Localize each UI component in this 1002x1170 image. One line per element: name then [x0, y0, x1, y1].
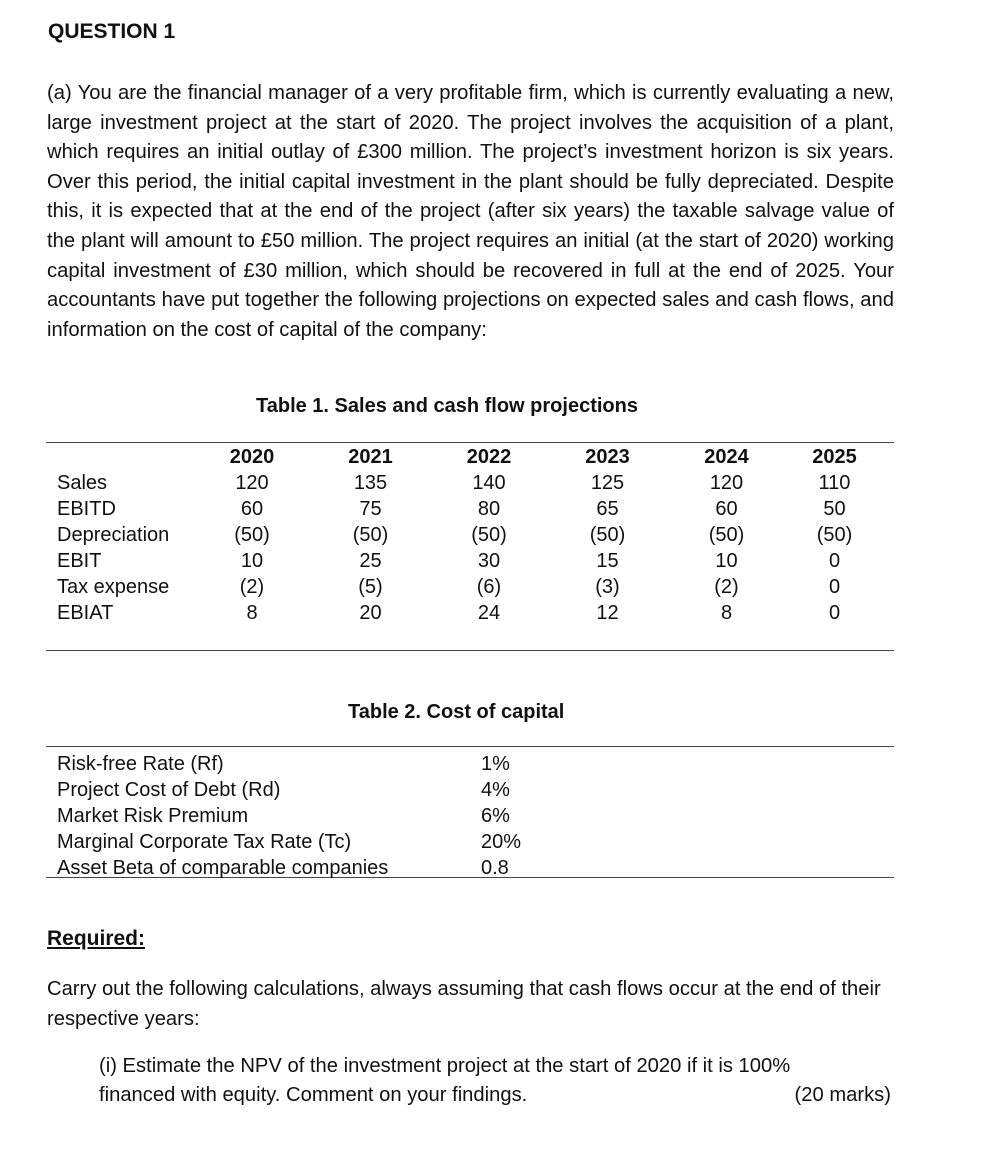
cell-value: (3)	[595, 576, 620, 598]
cell-value: 25	[359, 550, 382, 572]
cell-value: (2)	[239, 576, 265, 598]
cell-value: 30	[477, 550, 501, 572]
cell-value: (50)	[816, 524, 853, 546]
cell-value: 20	[359, 602, 382, 624]
cell-value: (50)	[234, 524, 270, 546]
table-row	[46, 600, 894, 626]
cell-value: 15	[596, 550, 619, 572]
sales-cashflow-table	[46, 444, 894, 626]
cost-of-capital-values	[481, 751, 521, 881]
part-i-line-1: (i) Estimate the NPV of the investment project at the start of 2020 if it is 100%	[99, 1055, 791, 1077]
cell-value: (50)	[589, 524, 626, 546]
row-label: EBIT	[57, 550, 102, 572]
cost-item-label: Asset Beta of comparable companies	[57, 857, 389, 879]
cell-value: 8	[246, 602, 258, 624]
cell-value: 60	[715, 498, 738, 520]
table1-corner	[46, 444, 204, 470]
cell-value: 10	[715, 550, 738, 572]
row-label: Tax expense	[57, 576, 170, 598]
cost-item-value: 0.8	[481, 857, 509, 879]
cell-value: 0	[828, 602, 841, 624]
table-row	[46, 496, 894, 522]
part-i-text: financed with equity. Comment on your findings.	[99, 1084, 528, 1106]
cell-value: 10	[240, 550, 264, 572]
cell-value: 8	[720, 602, 733, 624]
question-intro: (a) You are the financial manager of a very profitable firm, which is currently evaluating a new, large investment project at the start of 2020. The project involves the acquisition of a plant, which requires an initial outlay of £300 million. The project’s investment horizon is six years. Over this period, the initial capital investment in the plant should be fully depreciated. Despite this, it is expected that at the end of the project (after six years) the taxable salvage value of the plant will amount to £50 million. The project requires an initial (at the start of 2020) working capital investment of £30 million, which should be recovered in full at the end of 2025. Your accountants have put together the following projections on expected sales and cash flows, and information on the cost of capital of the company:	[47, 82, 894, 341]
cell-value: 24	[477, 602, 501, 624]
cell-value: 65	[596, 498, 619, 520]
table2-caption: Table 2. Cost of capital	[348, 701, 565, 723]
cost-item-label: Marginal Corporate Tax Rate (Tc)	[57, 831, 352, 853]
cell-value: 120	[235, 472, 269, 494]
year-header: 2024	[704, 446, 749, 468]
year-header: 2020	[229, 446, 275, 468]
table-row	[46, 548, 894, 574]
cell-value: (5)	[358, 576, 383, 598]
required-heading: Required:	[47, 927, 146, 950]
cell-value: 12	[596, 602, 619, 624]
cell-value: 0	[828, 576, 841, 598]
cell-value: 120	[709, 472, 744, 494]
cell-value: 75	[359, 498, 382, 520]
cell-value: 125	[590, 472, 625, 494]
cost-item-value: 6%	[481, 805, 510, 827]
table2-top-rule	[46, 746, 894, 747]
year-header: 2025	[812, 446, 857, 468]
table1-top-rule	[46, 442, 894, 443]
row-label: EBITD	[57, 498, 116, 520]
cell-value: 110	[818, 472, 851, 494]
table1-bottom-rule	[46, 650, 894, 651]
cell-value: 135	[353, 472, 388, 494]
row-label: EBIAT	[57, 602, 114, 624]
table-row	[46, 574, 894, 600]
table1-caption: Table 1. Sales and cash flow projections	[256, 395, 638, 417]
cell-value: (50)	[352, 524, 389, 546]
table-row	[46, 522, 894, 548]
row-label: Depreciation	[57, 524, 170, 546]
cost-of-capital-labels	[57, 751, 388, 881]
cost-item-value: 20%	[481, 831, 522, 853]
cost-item-value: 4%	[481, 779, 510, 801]
cell-value: 0	[828, 550, 841, 572]
cell-value: (2)	[714, 576, 739, 598]
cell-value: 50	[823, 498, 846, 520]
year-header: 2023	[585, 446, 630, 468]
cost-item-label: Project Cost of Debt (Rd)	[57, 779, 281, 801]
cell-value: 140	[472, 472, 506, 494]
cost-item-value: 1%	[481, 753, 510, 775]
part-i-line-2	[99, 1081, 891, 1111]
part-i-marks: (20 marks)	[794, 1084, 891, 1106]
cell-value: 80	[477, 498, 501, 520]
row-label: Sales	[57, 472, 108, 494]
year-header: 2022	[466, 446, 512, 468]
table-row	[46, 470, 894, 496]
question-heading: QUESTION 1	[48, 20, 176, 43]
cell-value: (6)	[476, 576, 502, 598]
cell-value: 60	[240, 498, 264, 520]
cell-value: (50)	[708, 524, 745, 546]
cost-item-label: Risk-free Rate (Rf)	[57, 753, 224, 775]
cell-value: (50)	[471, 524, 507, 546]
year-header: 2021	[348, 446, 393, 468]
required-instructions: Carry out the following calculations, always assuming that cash flows occur at the end of their respective years:	[47, 978, 881, 1030]
table1-header-row	[46, 444, 894, 470]
cost-item-label: Market Risk Premium	[57, 805, 249, 827]
